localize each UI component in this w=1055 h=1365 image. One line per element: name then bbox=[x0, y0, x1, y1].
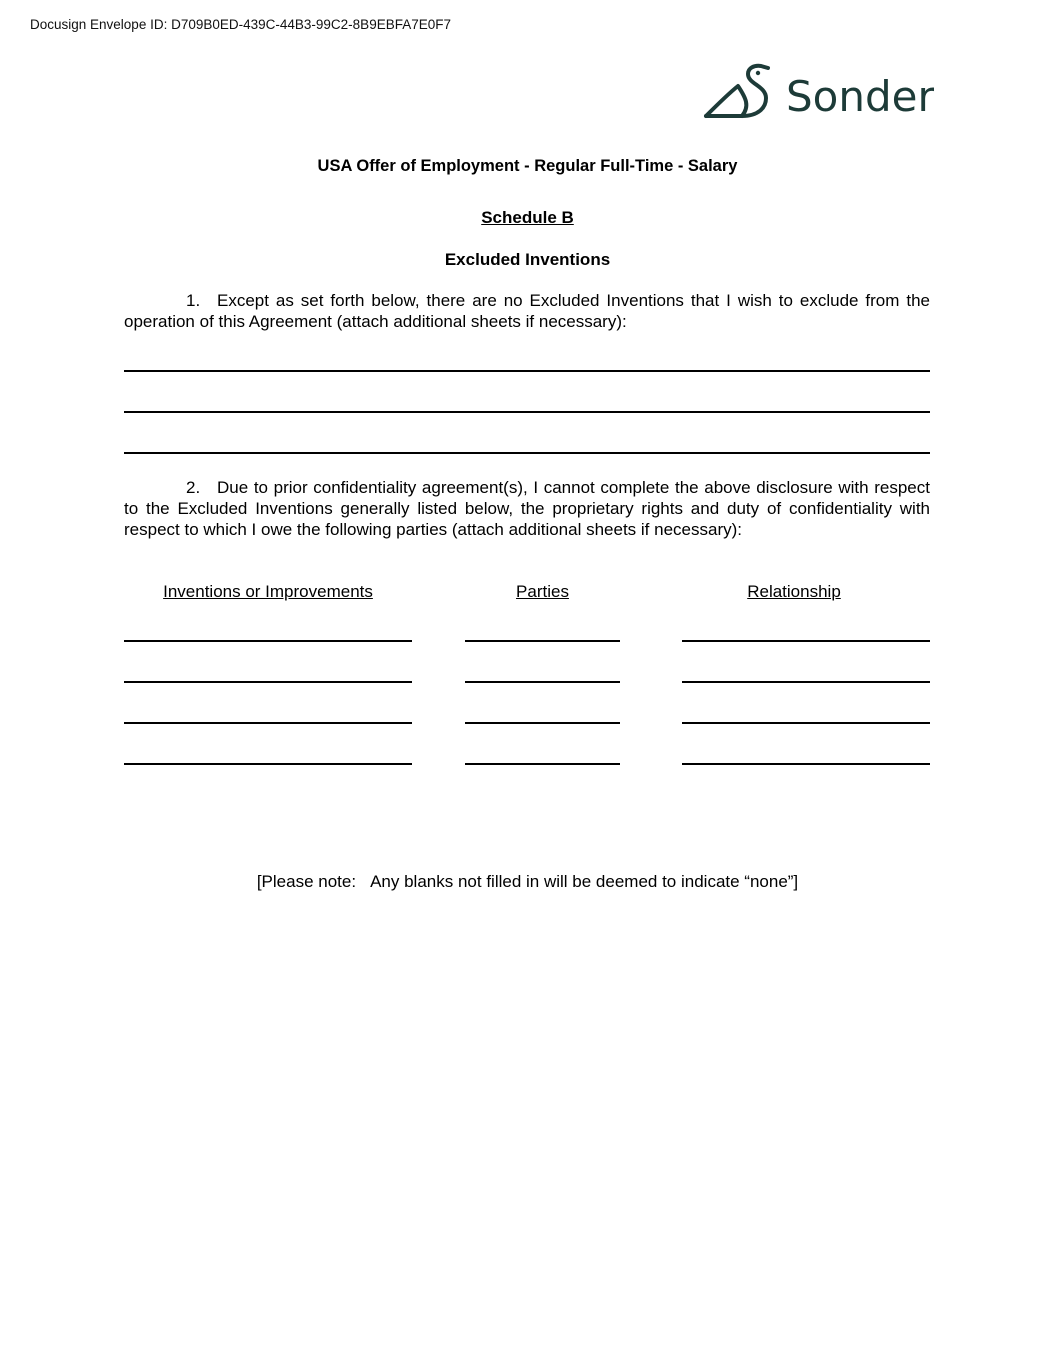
column-header-inventions: Inventions or Improvements bbox=[163, 582, 373, 601]
blank-line-inventions-4[interactable] bbox=[124, 763, 412, 765]
logo-wordmark: Sonder bbox=[786, 72, 934, 121]
blank-line-inventions-3[interactable] bbox=[124, 722, 412, 724]
blank-line-parties-4[interactable] bbox=[465, 763, 620, 765]
sonder-logo bbox=[702, 62, 934, 124]
blank-line-excluded-3[interactable] bbox=[124, 452, 930, 454]
blank-line-parties-3[interactable] bbox=[465, 722, 620, 724]
paragraph-2-number: 2. bbox=[186, 478, 201, 497]
blank-line-relationship-4[interactable] bbox=[682, 763, 930, 765]
section-heading: Excluded Inventions bbox=[444, 250, 611, 269]
sonder-bird-icon bbox=[702, 62, 934, 124]
paragraph-2-text: Due to prior confidentiality agreement(s), I cannot complete the above disclosure with respect to the Excluded Inventions generally listed below, the proprietary rights and duty of confidentiality with respect to which I owe the following parties (attach additional sheets if necessary): bbox=[124, 478, 930, 539]
schedule-heading: Schedule B bbox=[481, 208, 574, 227]
note-text: Any blanks not filled in will be deemed to indicate “none”] bbox=[370, 872, 799, 891]
note-lead: [Please note: bbox=[256, 872, 357, 891]
document-title: USA Offer of Employment - Regular Full-Time - Salary bbox=[317, 157, 738, 175]
column-header-relationship: Relationship bbox=[747, 582, 841, 601]
blank-line-relationship-3[interactable] bbox=[682, 722, 930, 724]
paragraph-1 bbox=[124, 291, 930, 333]
paragraph-2 bbox=[124, 478, 930, 540]
column-header-parties: Parties bbox=[516, 582, 569, 601]
blank-line-inventions-2[interactable] bbox=[124, 681, 412, 683]
blank-line-relationship-2[interactable] bbox=[682, 681, 930, 683]
paragraph-1-number: 1. bbox=[186, 291, 201, 310]
blank-line-parties-1[interactable] bbox=[465, 640, 620, 642]
blanks-note bbox=[0, 872, 1055, 892]
blank-line-parties-2[interactable] bbox=[465, 681, 620, 683]
blank-line-excluded-2[interactable] bbox=[124, 411, 930, 413]
envelope-id: Docusign Envelope ID: D709B0ED-439C-44B3-99C2-8B9EBFA7E0F7 bbox=[30, 17, 451, 32]
blank-line-excluded-1[interactable] bbox=[124, 370, 930, 372]
paragraph-1-text: Except as set forth below, there are no Excluded Inventions that I wish to exclude from the operation of this Agreement (attach additional sheets if necessary): bbox=[124, 291, 930, 331]
blank-line-relationship-1[interactable] bbox=[682, 640, 930, 642]
blank-line-inventions-1[interactable] bbox=[124, 640, 412, 642]
